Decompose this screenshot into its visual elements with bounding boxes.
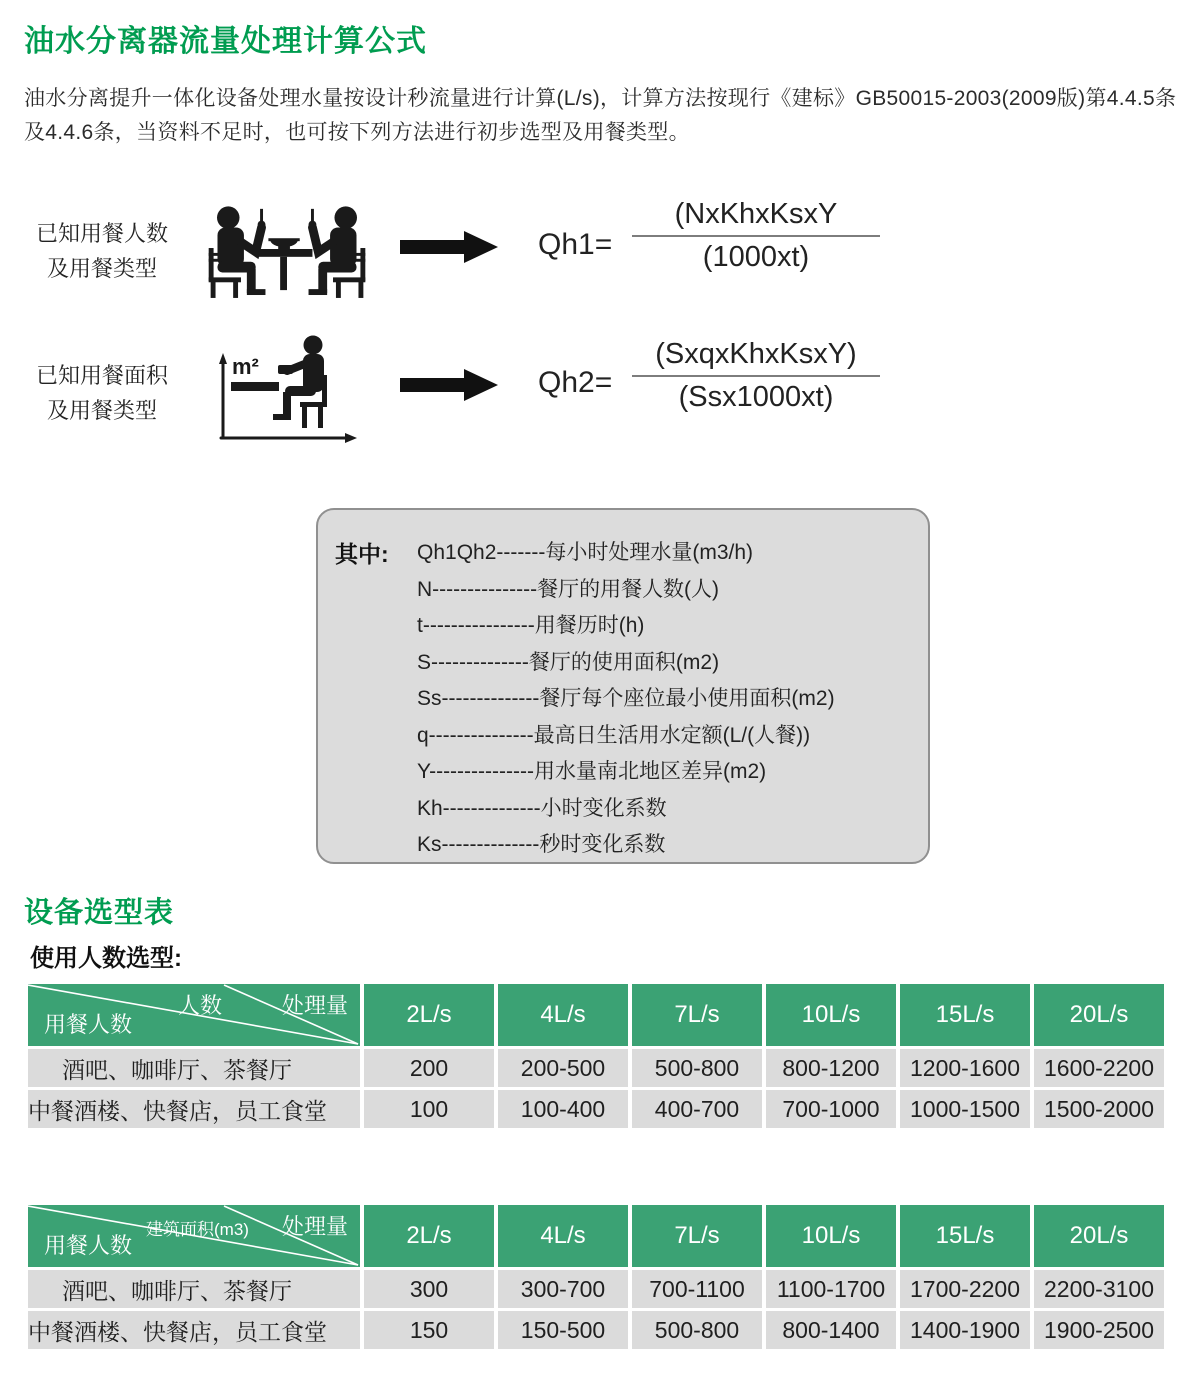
diagonal-header-cell [28,1205,360,1267]
building-area-table-wrap [28,1205,1172,1349]
value-cell: 200-500 [498,1049,628,1087]
value-cell: 700-1100 [632,1270,762,1308]
value-cell: 1900-2500 [1034,1311,1164,1349]
intro-text: 油水分离提升一体化设备处理水量按设计秒流量进行计算(L/s)，计算方法按现行《建标》GB50015-2003(2009版)第4.4.5条及4.4.6条，当资料不足时，也可按下列方法进行初步选型及用餐类型。 [24,87,1177,144]
legend-box [316,508,930,864]
formula-1-label-line1: 已知用餐人数 [35,221,168,246]
people-count-table [28,984,1168,1128]
value-cell: 500-800 [632,1311,762,1349]
diagonal-header-cell [28,984,360,1046]
formula-1-label [24,216,180,286]
legend-item: S--------------餐厅的使用面积(m2) [417,650,720,674]
formula-2-label [24,358,180,428]
column-header: 10L/s [766,984,896,1046]
formula-1-denominator: (1000xt) [702,241,810,273]
corner-right-label: 处理量 [281,1214,348,1239]
column-header: 15L/s [900,984,1030,1046]
formula-1-fraction [632,198,880,274]
legend-item: Ks--------------秒时变化系数 [417,833,666,856]
legend-item: N---------------餐厅的用餐人数(人) [417,577,720,601]
legend-item: q---------------最高日生活用水定额(L/(人餐)) [417,723,811,747]
formula-2-denominator: (Ssx1000xt) [678,381,834,413]
page-title: 油水分离器流量处理计算公式 [24,25,427,58]
column-header: 7L/s [632,984,762,1046]
value-cell: 300-700 [498,1270,628,1308]
formula-2-numerator: (SxqxKhxKsxY) [632,338,880,377]
m2-axis-label: m² [232,354,259,379]
formula-2-label-line1: 已知用餐面积 [35,363,168,388]
value-cell: 150-500 [498,1311,628,1349]
column-header: 10L/s [766,1205,896,1267]
value-cell: 100-400 [498,1090,628,1128]
column-header: 20L/s [1034,1205,1164,1267]
value-cell: 200 [364,1049,494,1087]
value-cell: 1200-1600 [900,1049,1030,1087]
row-label-cell: 酒吧、咖啡厅、茶餐厅 [28,1270,360,1308]
value-cell: 1400-1900 [900,1311,1030,1349]
section-title: 设备选型表 [24,897,175,929]
row-label-cell: 中餐酒楼、快餐店，员工食堂 [28,1090,360,1128]
right-arrow-icon [400,369,498,401]
legend-item: Ss--------------餐厅每个座位最小使用面积(m2) [417,687,835,710]
row-label-cell: 中餐酒楼、快餐店，员工食堂 [28,1311,360,1349]
legend-item: Kh--------------小时变化系数 [417,796,667,820]
formula-2-lhs: Qh2= [538,366,613,399]
building-area-table [28,1205,1168,1349]
value-cell: 1100-1700 [766,1270,896,1308]
column-header: 15L/s [900,1205,1030,1267]
table-row [28,1270,1164,1308]
value-cell: 400-700 [632,1090,762,1128]
formula-1-lhs: Qh1= [538,228,613,261]
corner-bottom-label: 用餐人数 [44,1233,133,1258]
header-row [28,984,1164,1046]
dining-people-icon [194,192,380,306]
column-header: 4L/s [498,984,628,1046]
header-row [28,1205,1164,1267]
section-subtitle: 使用人数选型: [30,945,182,972]
value-cell: 700-1000 [766,1090,896,1128]
row-label-cell: 酒吧、咖啡厅、茶餐厅 [28,1049,360,1087]
legend-items [417,535,835,864]
formula-1-numerator: (NxKhxKsxY [632,198,880,237]
legend-item: Y---------------用水量南北地区差异(m2) [417,760,767,783]
value-cell: 1500-2000 [1034,1090,1164,1128]
corner-top-label: 人数 [178,993,223,1018]
value-cell: 150 [364,1311,494,1349]
value-cell: 1600-2200 [1034,1049,1164,1087]
value-cell: 100 [364,1090,494,1128]
legend-item: Qh1Qh2-------每小时处理水量(m3/h) [417,541,754,564]
column-header: 20L/s [1034,984,1164,1046]
corner-top-label: 建筑面积(m3) [146,1220,249,1239]
table-row [28,1311,1164,1349]
formula-2-fraction [632,338,880,414]
value-cell: 500-800 [632,1049,762,1087]
column-header: 2L/s [364,984,494,1046]
corner-right-label: 处理量 [281,993,348,1018]
formula-1-label-line2: 及用餐类型 [46,256,157,281]
table-row [28,1090,1164,1128]
value-cell: 1000-1500 [900,1090,1030,1128]
seated-person-area-icon [210,330,360,450]
column-header: 4L/s [498,1205,628,1267]
value-cell: 300 [364,1270,494,1308]
column-header: 7L/s [632,1205,762,1267]
legend-item: t----------------用餐历时(h) [417,614,645,637]
value-cell: 800-1400 [766,1311,896,1349]
table-row [28,1049,1164,1087]
legend-heading: 其中: [335,541,389,567]
value-cell: 800-1200 [766,1049,896,1087]
corner-bottom-label: 用餐人数 [44,1012,133,1037]
people-count-table-wrap [28,984,1172,1128]
right-arrow-icon [400,231,498,263]
value-cell: 2200-3100 [1034,1270,1164,1308]
value-cell: 1700-2200 [900,1270,1030,1308]
formula-2-label-line2: 及用餐类型 [46,398,157,423]
column-header: 2L/s [364,1205,494,1267]
